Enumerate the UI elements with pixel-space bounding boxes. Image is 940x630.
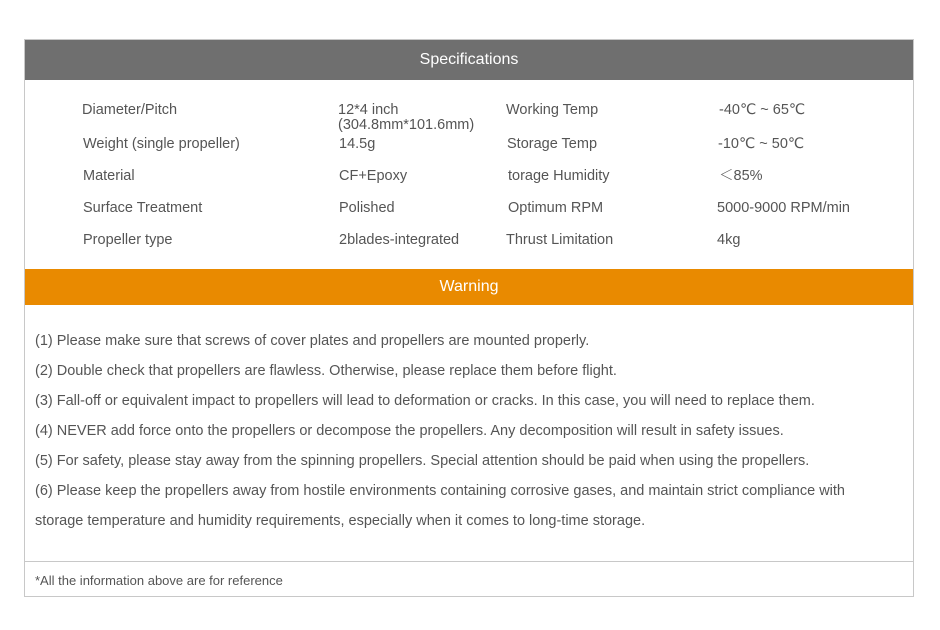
warning-line-6-continued: storage temperature and humidity requirements, especially when it comes to long-time storage.: [35, 513, 646, 529]
warning-line-2: (2) Double check that propellers are flawless. Otherwise, please replace them before flight.: [35, 363, 617, 379]
spec-label-diameter-pitch: Diameter/Pitch: [82, 102, 178, 118]
spec-value-surface-treatment: Polished: [339, 200, 395, 216]
spec-value-material: CF+Epoxy: [339, 168, 408, 184]
spec-label-material: Material: [83, 168, 135, 184]
warning-line-5: (5) For safety, please stay away from the spinning propellers. Special attention should be paid when using the propellers.: [35, 453, 810, 469]
spec-value-optimum-rpm: 5000-9000 RPM/min: [717, 200, 850, 216]
spec-label-storage-humidity: torage Humidity: [508, 168, 610, 184]
specifications-title: Specifications: [419, 51, 519, 68]
spec-label-optimum-rpm: Optimum RPM: [508, 200, 604, 216]
warning-line-3: (3) Fall-off or equivalent impact to propellers will lead to deformation or cracks. In this case, you will need to replace them.: [35, 393, 815, 409]
footnote: *All the information above are for reference: [35, 573, 283, 588]
warning-line-6: (6) Please keep the propellers away from hostile environments containing corrosive gases, and maintain strict compliance with: [35, 483, 845, 499]
spec-value-working-temp: -40℃ ~ 65℃: [719, 102, 806, 118]
spec-value-diameter-pitch-metric: (304.8mm*101.6mm): [338, 117, 475, 133]
spec-value-diameter-pitch: 12*4 inch: [338, 102, 399, 118]
specifications-header: [25, 40, 913, 80]
spec-label-working-temp: Working Temp: [506, 102, 599, 118]
warning-header: [25, 269, 913, 305]
spec-value-storage-temp: -10℃ ~ 50℃: [718, 136, 805, 152]
spec-label-storage-temp: Storage Temp: [507, 136, 598, 152]
warning-title: Warning: [439, 278, 499, 295]
warning-line-1: (1) Please make sure that screws of cover plates and propellers are mounted properly.: [35, 333, 590, 349]
spec-label-thrust-limitation: Thrust Limitation: [506, 232, 614, 248]
spec-value-weight: 14.5g: [339, 136, 376, 152]
spec-value-thrust-limitation: 4kg: [717, 232, 741, 248]
spec-value-propeller-type: 2blades-integrated: [339, 232, 460, 248]
spec-label-propeller-type: Propeller type: [83, 232, 173, 248]
spec-value-storage-humidity: ＜85%: [719, 168, 763, 184]
warning-line-4: (4) NEVER add force onto the propellers or decompose the propellers. Any decomposition will result in safety issues.: [35, 423, 784, 439]
spec-label-weight: Weight (single propeller): [83, 136, 240, 152]
spec-panel: [24, 39, 914, 597]
spec-label-surface-treatment: Surface Treatment: [83, 200, 203, 216]
footnote-divider: [25, 561, 913, 562]
